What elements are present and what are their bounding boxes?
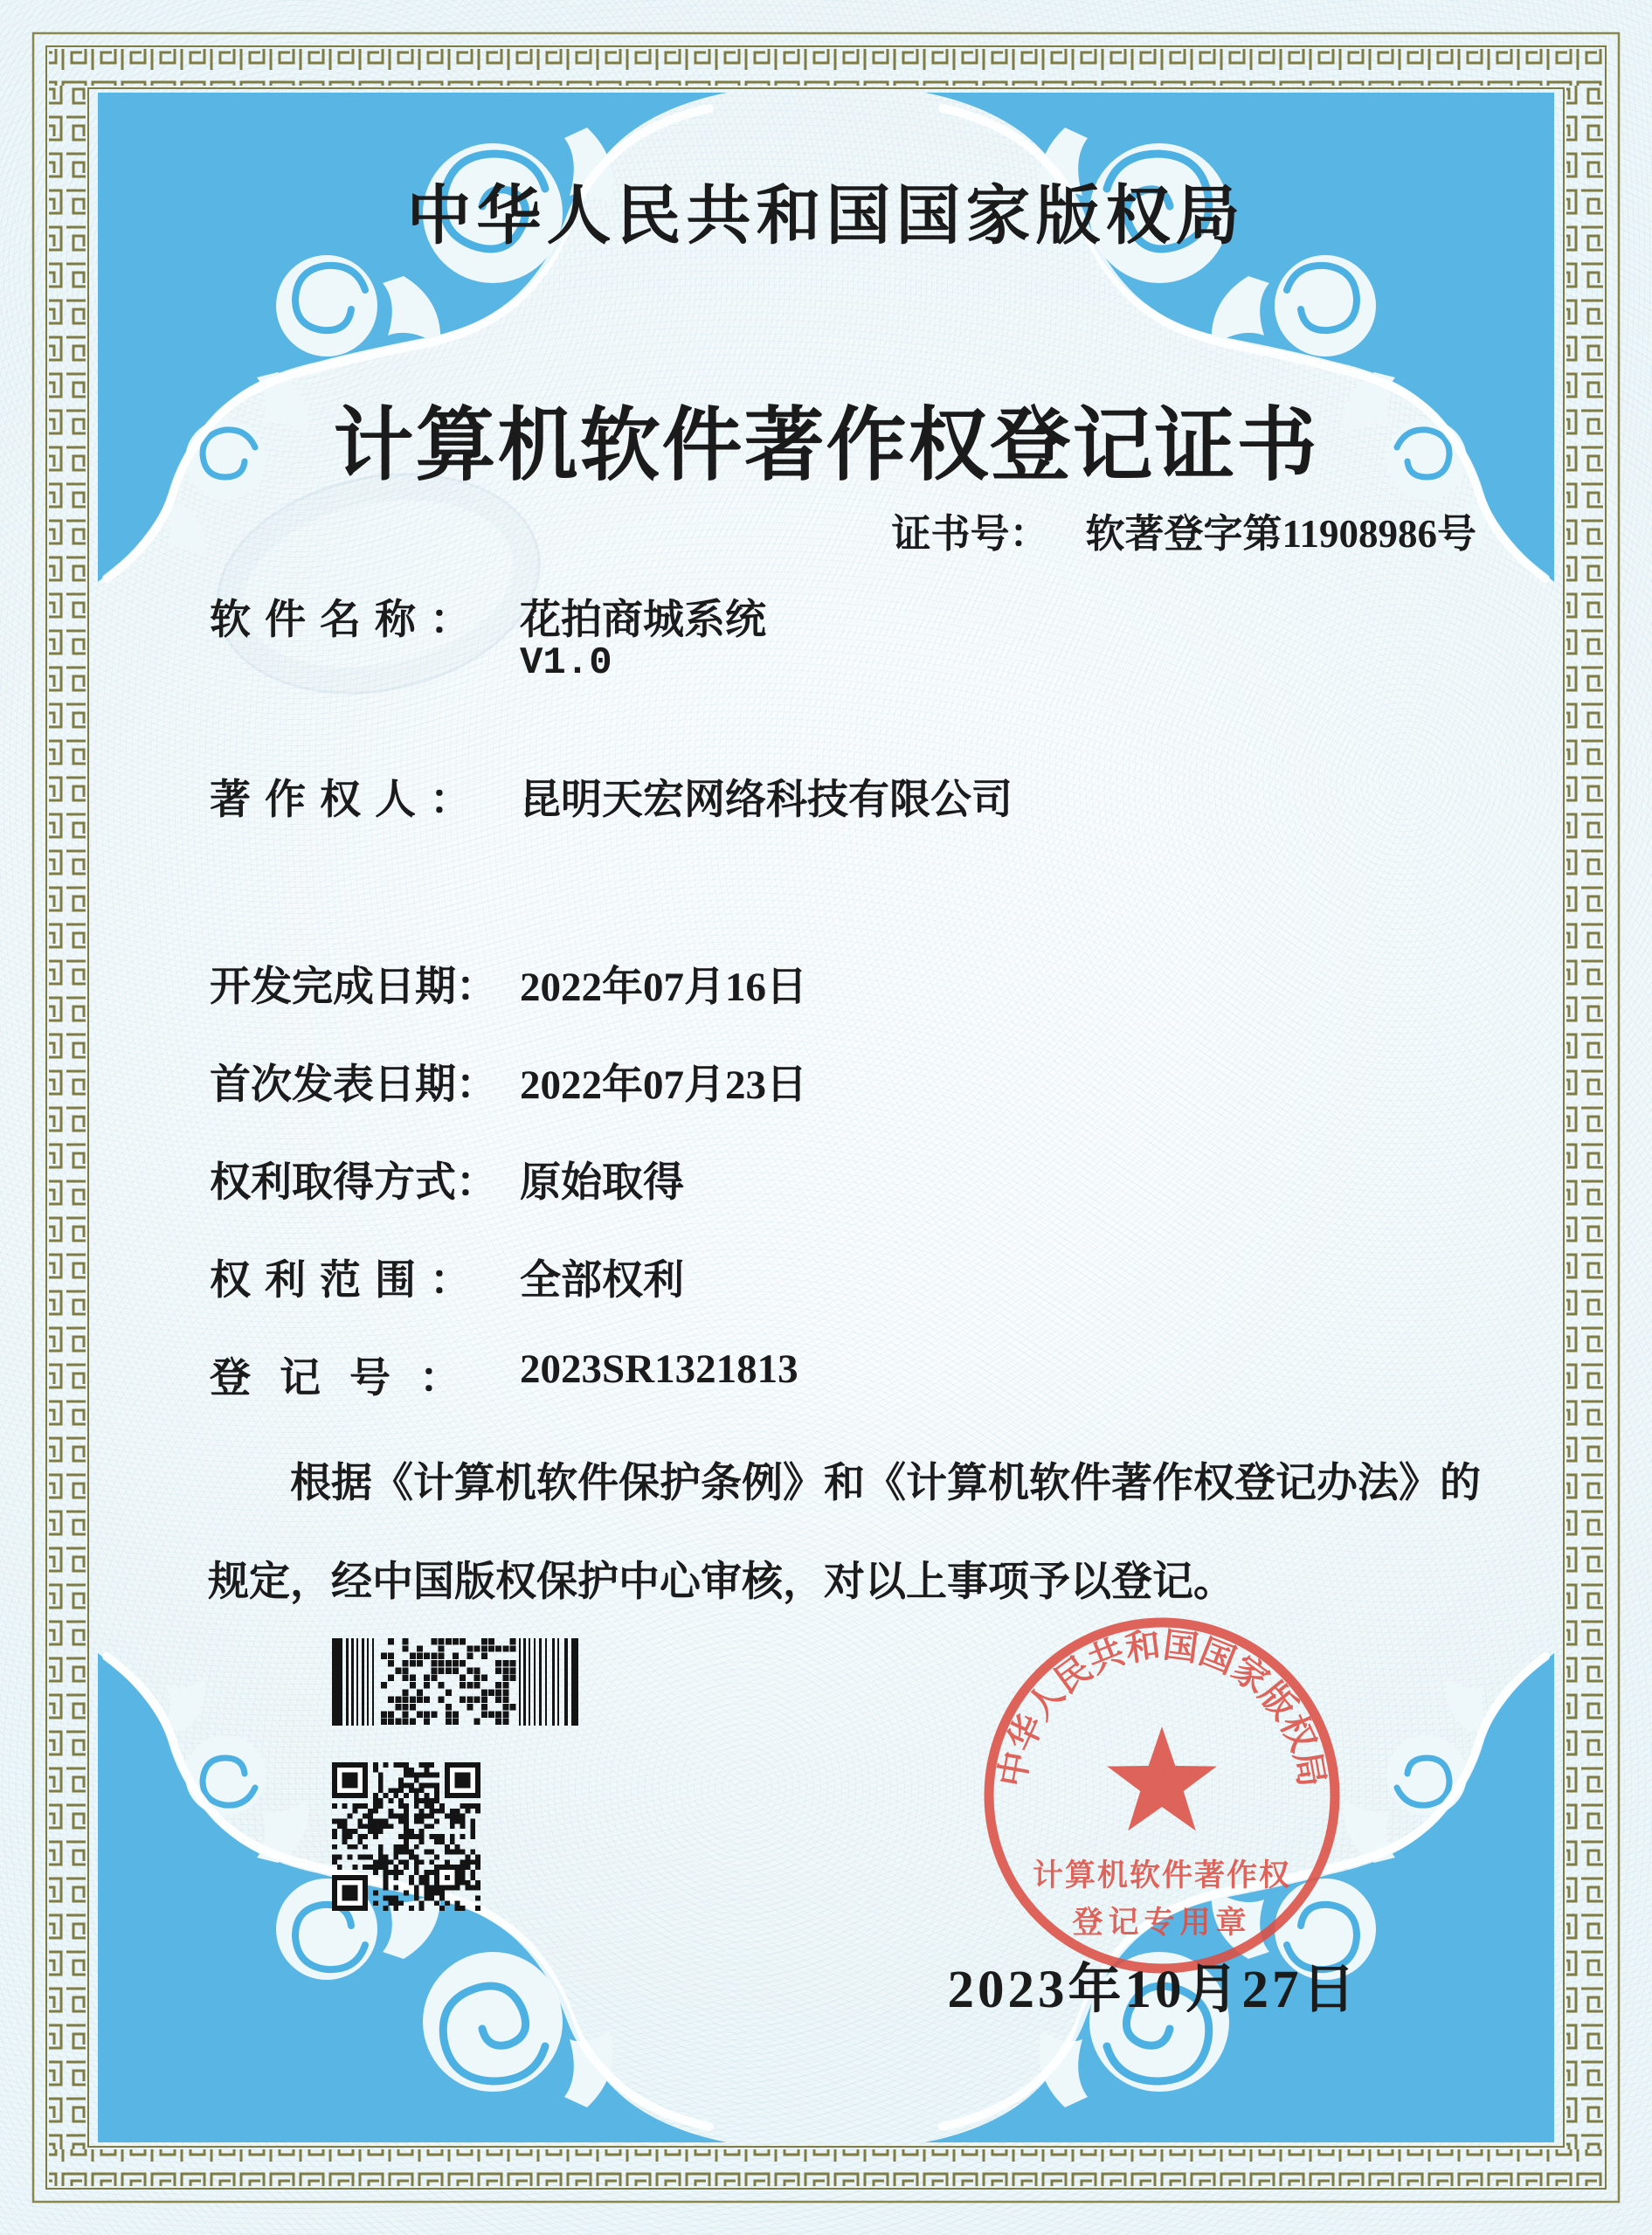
field-label: 软件名称： [210, 598, 485, 643]
software-version: V1.0 [520, 641, 612, 685]
field-row-software-name [210, 587, 1476, 701]
field-row-dev-complete-date [210, 954, 1476, 1068]
field-row-copyright-owner [210, 767, 1476, 881]
certificate-number-value: 软著登字第11908986号 [1085, 512, 1476, 556]
field-row-rights-acquisition [210, 1150, 1476, 1263]
field-label: 权利范围： [210, 1258, 485, 1304]
field-label: 著作权人： [210, 778, 485, 823]
authority-title: 中华人民共和国国家版权局 [406, 181, 1246, 253]
field-row-rights-scope [210, 1248, 1476, 1361]
qr-code [332, 1762, 480, 1911]
field-row-first-publish-date [210, 1052, 1476, 1166]
barcode [332, 1638, 578, 1726]
certificate-number-label: 证书号： [891, 512, 1049, 556]
certificate-title: 计算机软件著作权登记证书 [333, 401, 1319, 490]
field-value: 2022年07月23日 [520, 1062, 807, 1108]
field-value: 花拍商城系统 [520, 598, 766, 643]
seal-ring-text: 中华人民共和国国家版权局 [992, 1625, 1332, 1790]
field-label: 登记号： [210, 1356, 489, 1401]
issue-date: 2023年10月27日 [947, 1961, 1359, 2019]
seal-caption-line1: 计算机软件著作权 [1032, 1858, 1292, 1892]
statement-line-2: 规定，经中国版权保护中心审核，对以上事项予以登记。 [208, 1560, 1234, 1605]
field-label: 开发完成日期： [210, 965, 497, 1010]
certificate-number-line [865, 502, 1476, 558]
field-value: 2022年07月16日 [520, 965, 807, 1010]
seal-star [1107, 1726, 1217, 1830]
statement-line-1: 根据《计算机软件保护条例》和《计算机软件著作权登记办法》的 [290, 1461, 1481, 1506]
seal-caption-line2: 登记专用章 [1072, 1906, 1252, 1940]
field-label: 权利取得方式： [210, 1160, 497, 1206]
official-seal [961, 1599, 1372, 1983]
field-value: 昆明天宏网络科技有限公司 [520, 778, 1013, 823]
field-label: 首次发表日期： [210, 1062, 497, 1108]
field-value: 2023SR1321813 [520, 1346, 798, 1392]
field-value: 全部权利 [520, 1258, 684, 1304]
field-value: 原始取得 [520, 1160, 684, 1206]
